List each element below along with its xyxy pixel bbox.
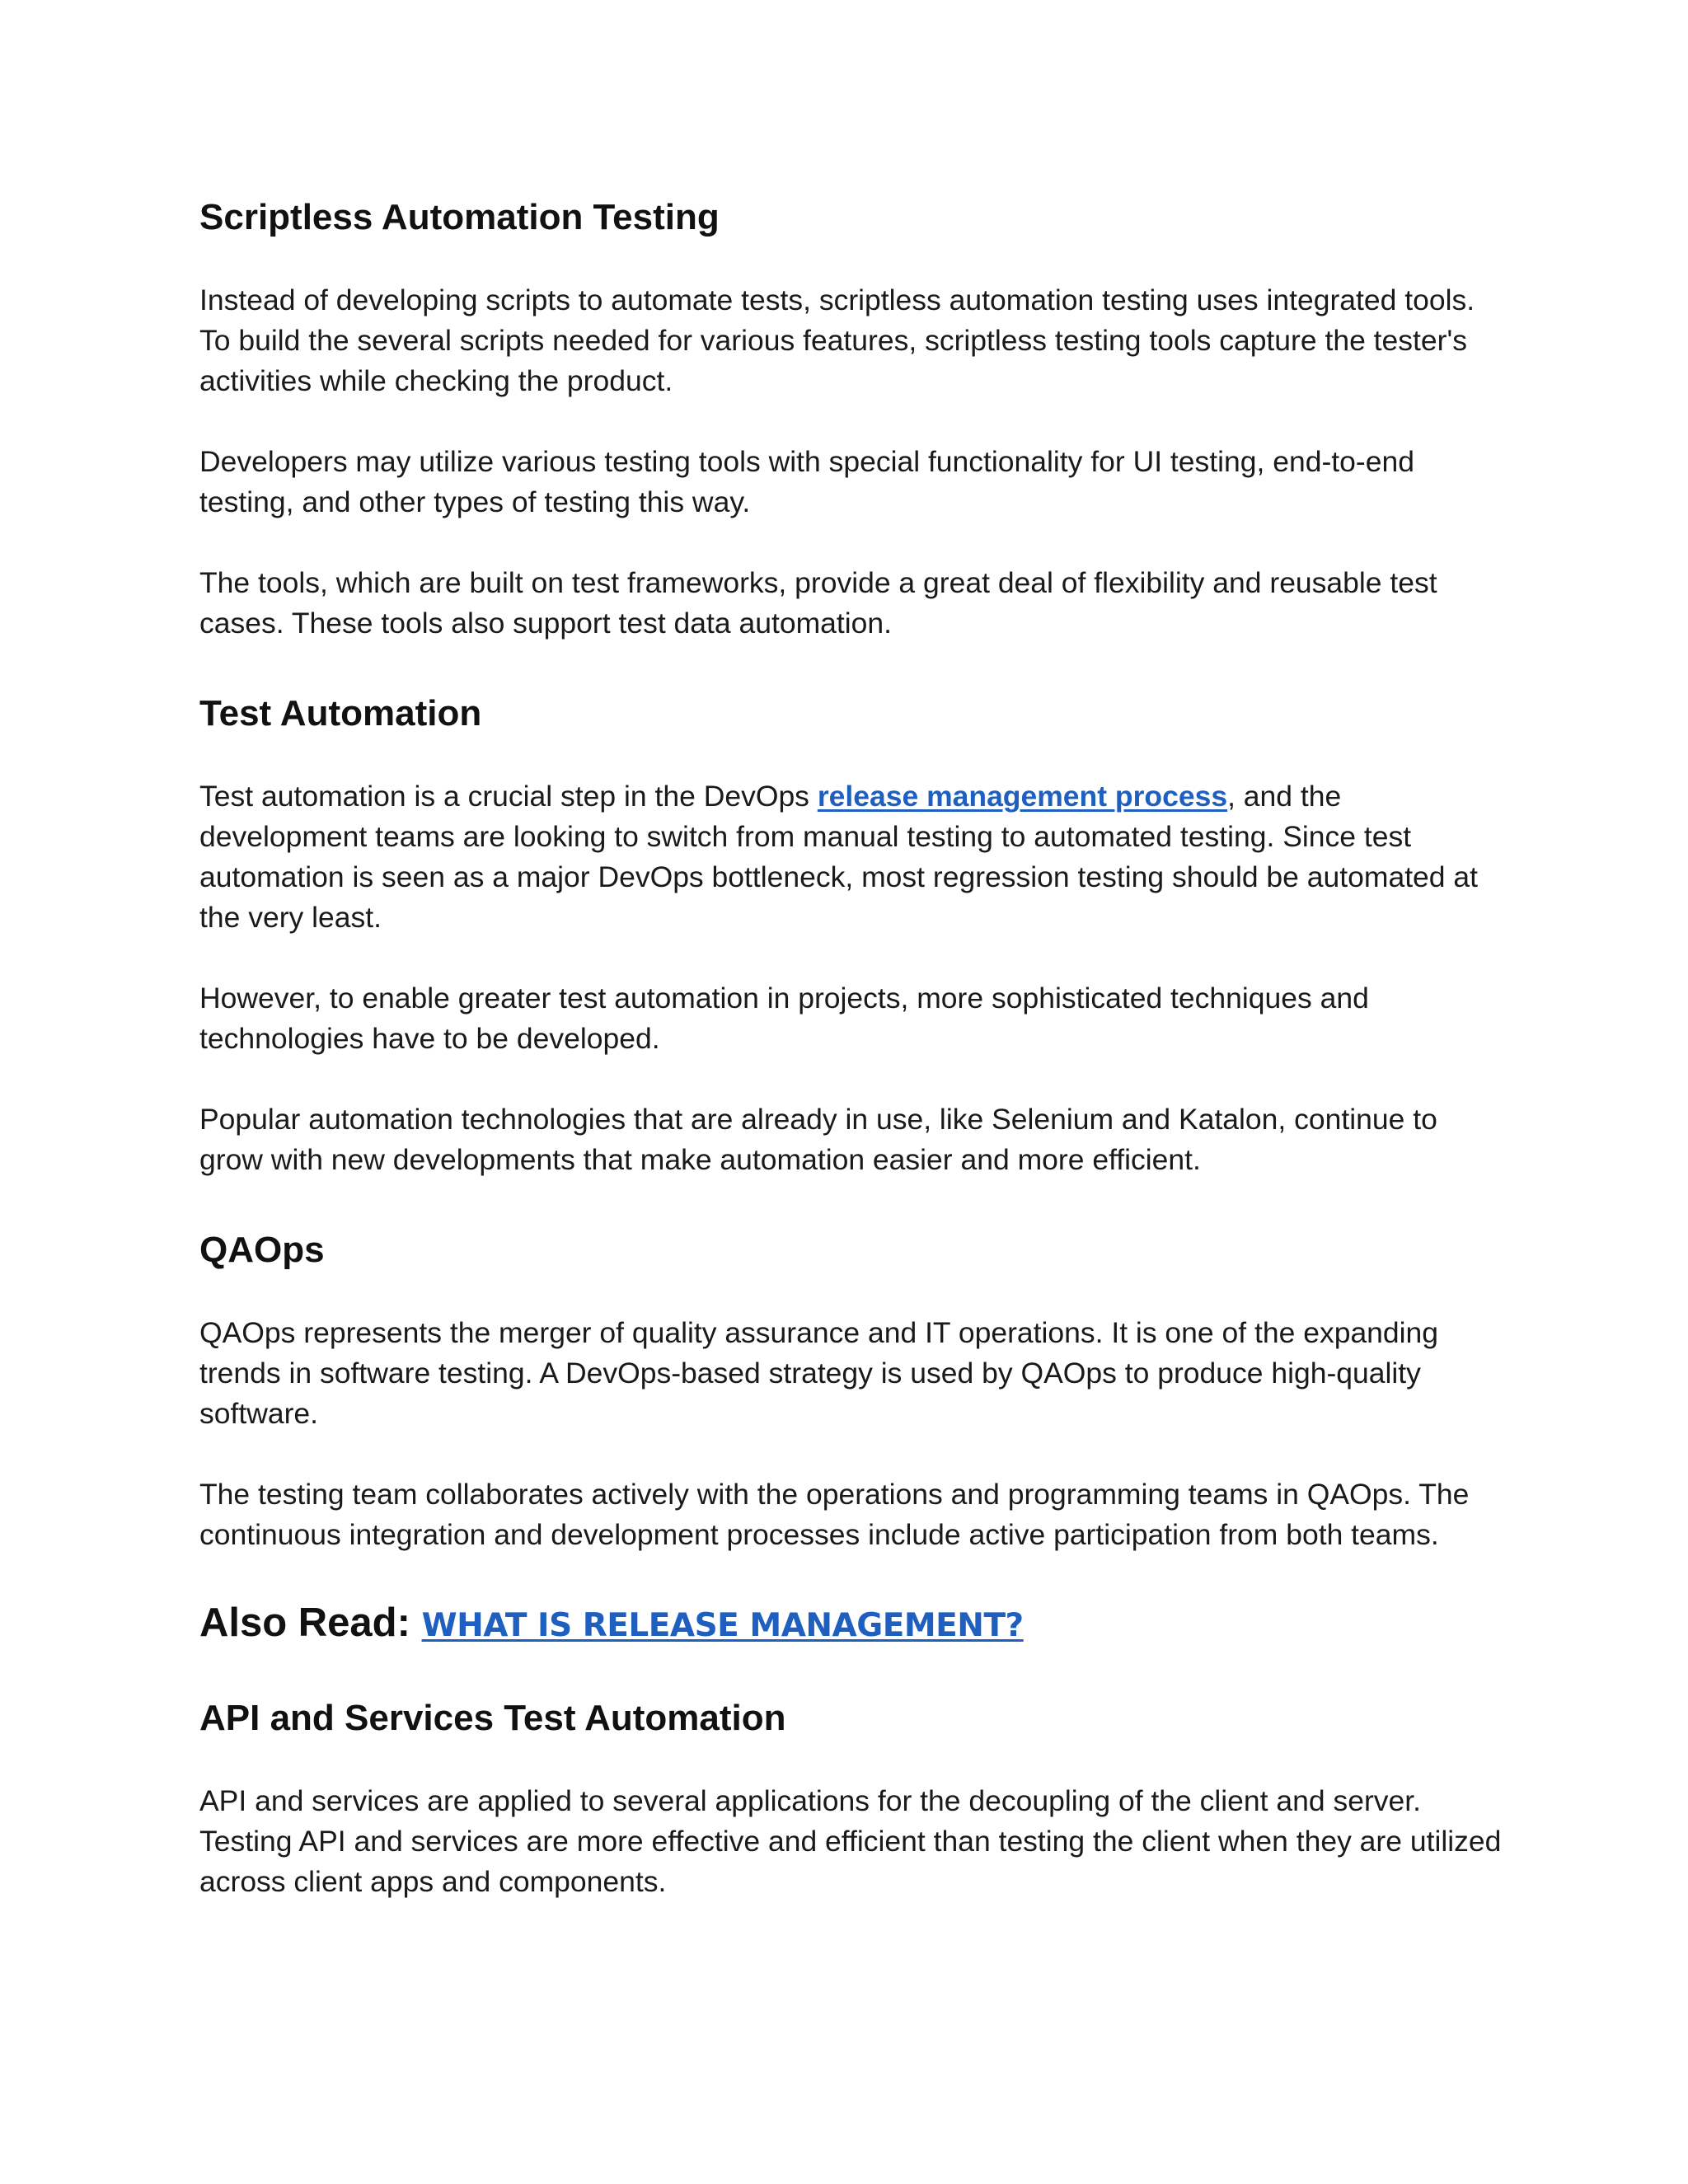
paragraph-qaops-1: QAOps represents the merger of quality assurance and IT operations. It is one of the expanding trends in software testing. A DevOps-based strategy is used by QAOps to produce high-quality software.	[199, 1316, 1439, 1430]
paragraph-test-automation-2: However, to enable greater test automation in projects, more sophisticated techniques and technologies have to be developed.	[199, 982, 1369, 1055]
section-title-test-automation: Test Automation	[199, 693, 482, 733]
document-page	[199, 196, 1502, 1902]
paragraph-scriptless-2: Developers may utilize various testing tools with special functionality for UI testing, end-to-end testing, and other types of testing this way.	[199, 445, 1414, 518]
paragraph-test-automation-1	[199, 776, 1502, 938]
section-title-qaops: QAOps	[199, 1230, 325, 1270]
also-read-label: Also Read:	[199, 1601, 422, 1645]
section-title-api: API and Services Test Automation	[199, 1698, 786, 1738]
section-title-scriptless: Scriptless Automation Testing	[199, 197, 720, 237]
paragraph-api-1: API and services are applied to several applications for the decoupling of the client and server. Testing API and services are more effective and efficient than testing the client when they are utilized across client apps and components.	[199, 1784, 1502, 1898]
paragraph-scriptless-3: The tools, which are built on test frameworks, provide a great deal of flexibility and reusable test cases. These tools also support test data automation.	[199, 566, 1437, 640]
also-read-callout	[199, 1598, 1502, 1651]
paragraph-scriptless-1: Instead of developing scripts to automate tests, scriptless automation testing uses integrated tools. To build the several scripts needed for various features, scriptless testing tools capture the tester's activities while checking the product.	[199, 284, 1475, 397]
paragraph-test-automation-3: Popular automation technologies that are already in use, like Selenium and Katalon, continue to grow with new developments that make automation easier and more efficient.	[199, 1103, 1437, 1176]
paragraph-qaops-2: The testing team collaborates actively with the operations and programming teams in QAOps. The continuous integration and development processes include active participation from both teams.	[199, 1478, 1470, 1551]
text-before-link: Test automation is a crucial step in the DevOps	[199, 780, 818, 813]
text-after-link: , and the development teams are looking to switch from manual testing to automated testing. Since test automation is seen as a major DevOps bottleneck, most regression testing should be automated at the very least.	[199, 780, 1479, 934]
what-is-release-management-link[interactable]: WHAT IS RELEASE MANAGEMENT?	[421, 1607, 1024, 1644]
release-management-process-link[interactable]: release management process	[817, 780, 1228, 813]
